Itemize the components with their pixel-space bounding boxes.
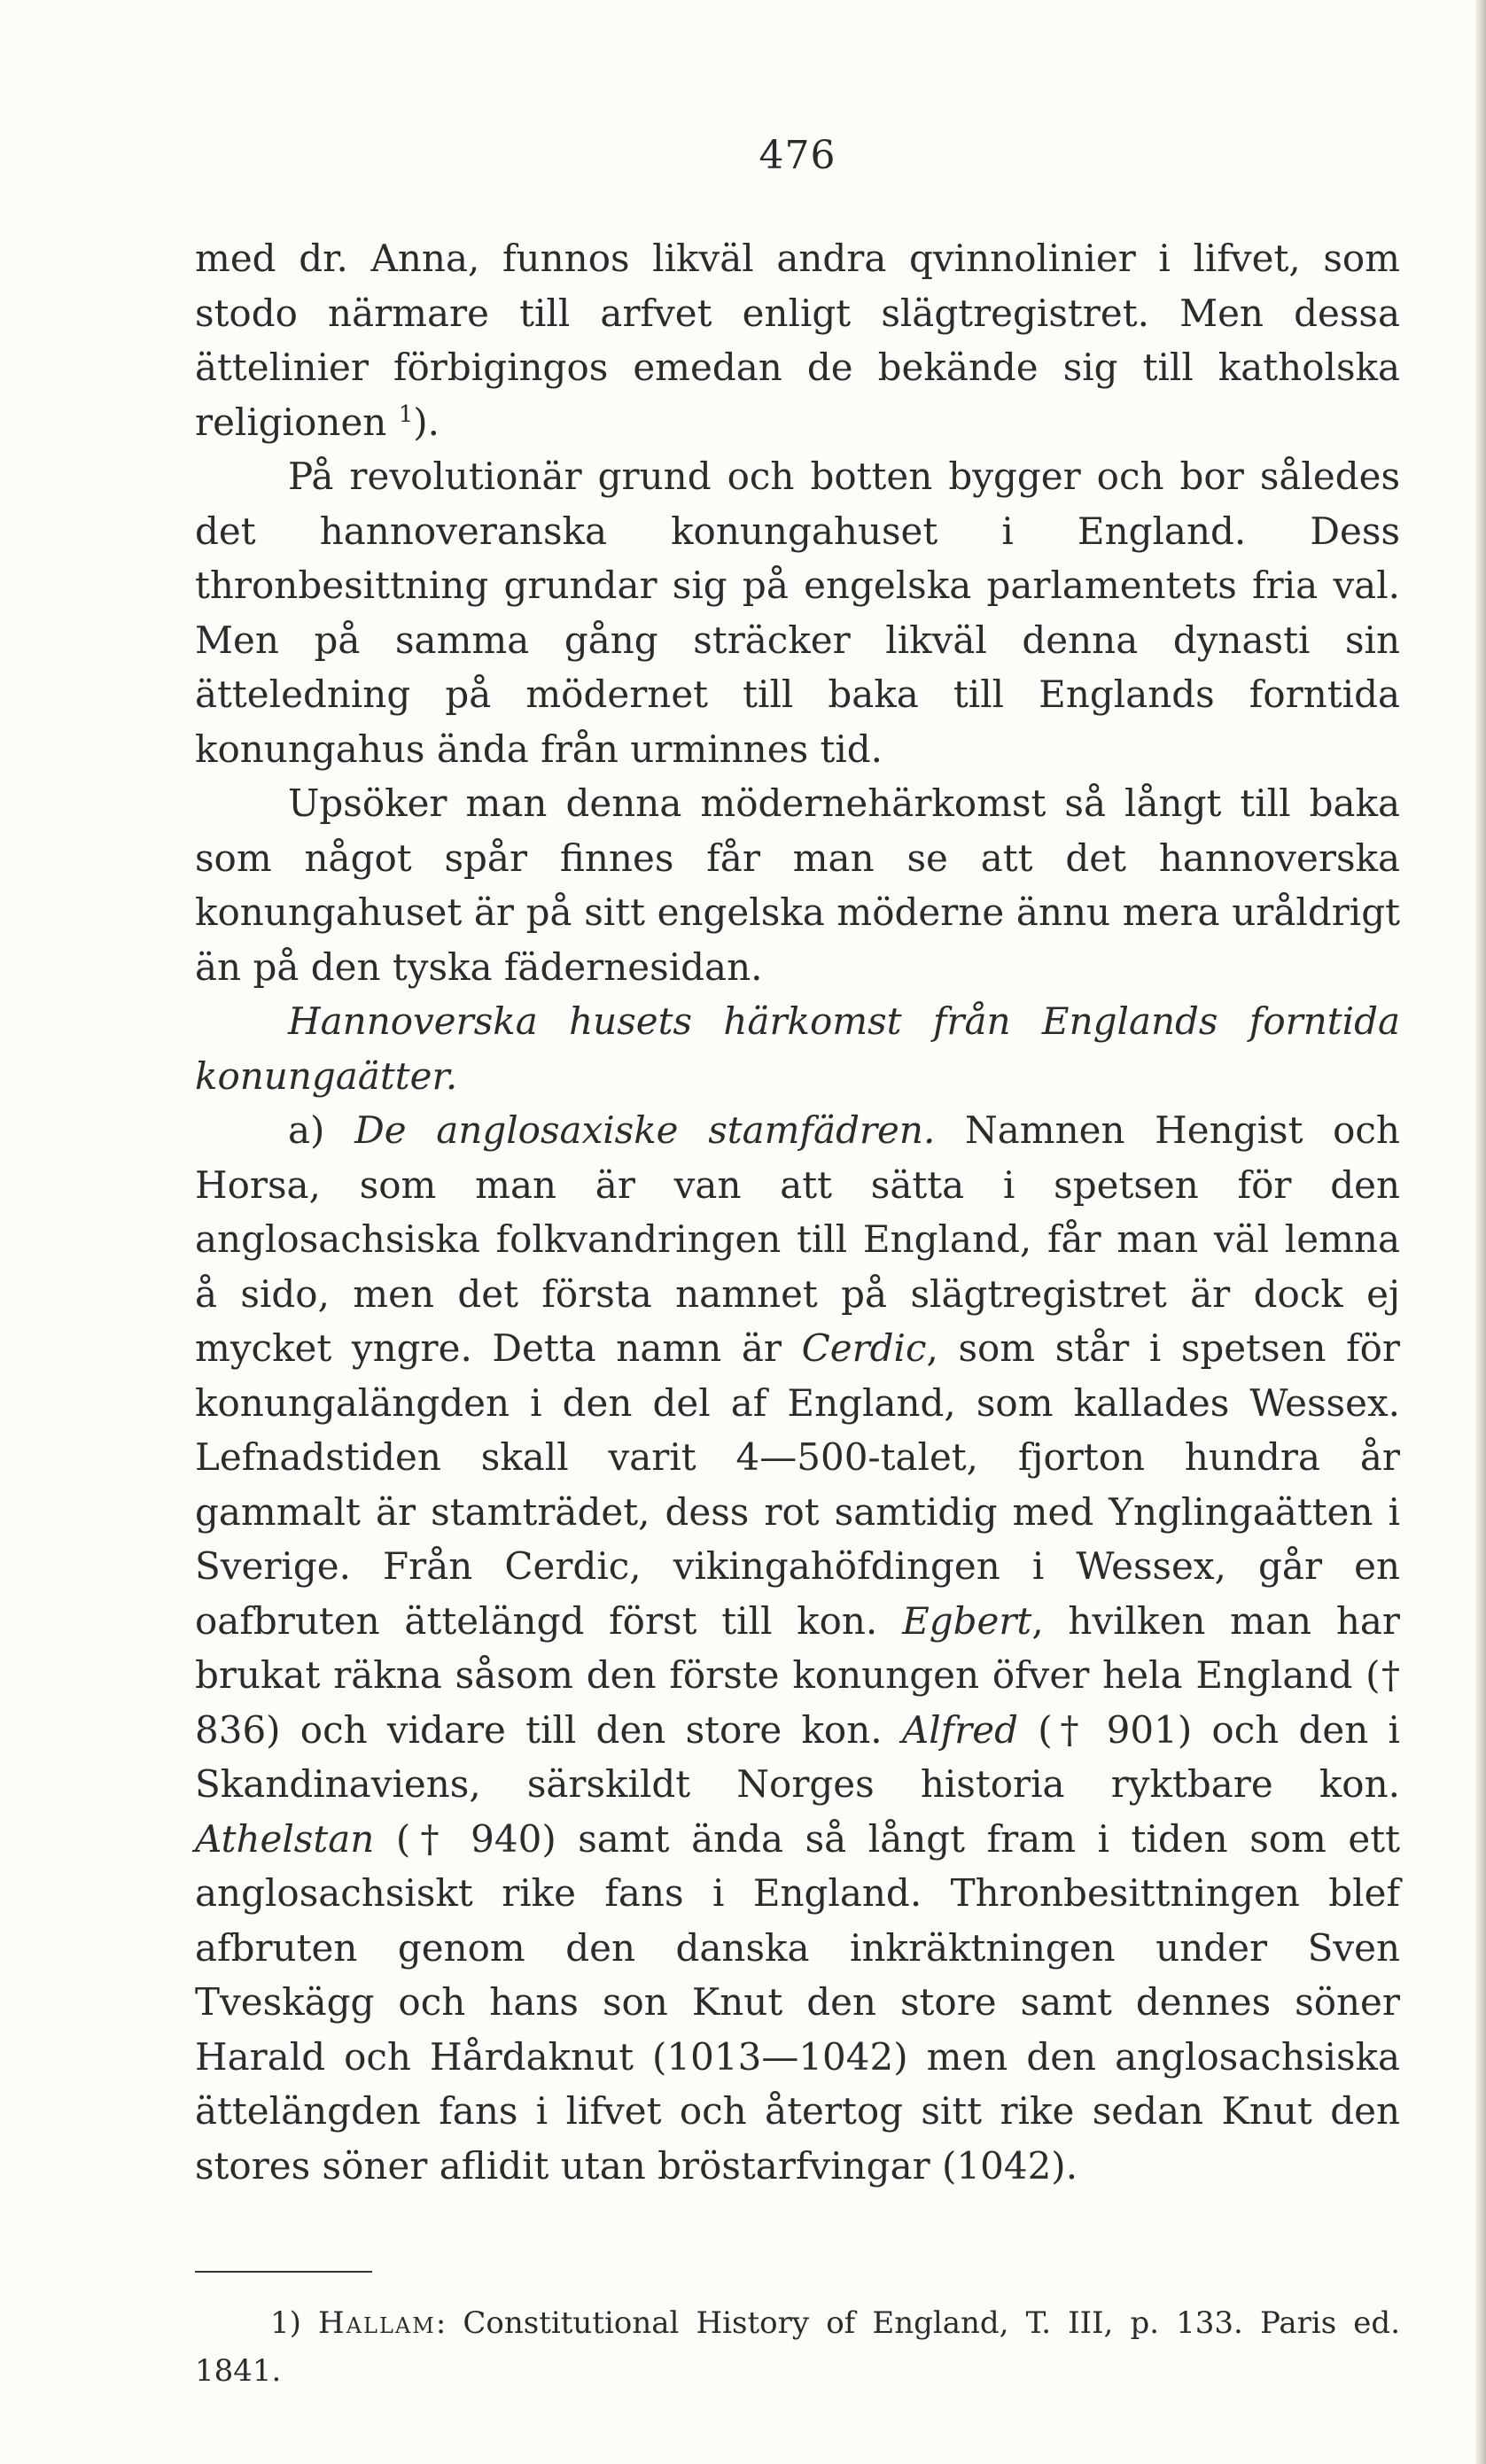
name-alfred: Alfred xyxy=(901,1707,1018,1752)
subsection-label: a) xyxy=(288,1108,325,1152)
body-text xyxy=(195,231,1400,2193)
paragraph-2: På revolutionär grund och botten bygger och bor således det hannoveranska konungahuset i England. Dess thronbesittning grundar sig på engelska parlamentets fria val. Men på samma gång sträcker likväl denna dynasti sin ätteledning på mödernet till baka till Englands forntida konungahus ända från urminnes tid. xyxy=(195,455,1400,771)
paragraph-5-text-5: († 940) samt ända så långt fram i tiden som ett anglosachsiskt rike fans i England. Thronbesittningen blef afbruten genom den danska inkräktningen under Sven Tveskägg och hans son Knut den store samt dennes söner Harald och Hårdaknut (1013—1042) men den anglosachsiska ättelängden fans i lifvet och återtog sitt rike sedan Knut den stores söner aflidit utan bröstarfvingar (1042). xyxy=(195,1816,1401,2188)
paragraph-1-text: med dr. Anna, funnos likväl andra qvinnolinier i lifvet, som stodo närmare till arfvet enligt slägtregistret. Men dessa ättelinier förbigingos emedan de bekände sig till katholska religionen xyxy=(195,237,1400,444)
paragraph-5-text-3: , hvilken man har brukat räkna såsom den förste konungen öfver hela England († 836) och vidare till den store kon. xyxy=(195,1598,1401,1752)
footnote-marker: 1) xyxy=(270,2305,301,2341)
footnote-author: Hallam xyxy=(318,2305,436,2341)
page-edge xyxy=(1475,0,1486,2464)
paragraph-5-text-2: , som står i spetsen för konungalängden i den del af England, som kallades Wessex. Lefnadstiden skall varit 4—500-talet, fjorton hundra år gammalt är stamträdet, dess rot samtidig med Ynglingaätten i Sverige. Från Cerdic, vikingahöfdingen i Wessex, går en oafbruten ättelängd först till kon. xyxy=(195,1326,1400,1643)
footnote-citation: : Constitutional History of England, T. III, p. 133. Paris ed. 1841. xyxy=(195,2305,1400,2389)
name-athelstan: Athelstan xyxy=(195,1816,375,1861)
page-number: 476 xyxy=(759,133,836,178)
paragraph-1 xyxy=(195,231,1400,449)
paragraph-1-tail: ). xyxy=(413,400,440,444)
name-cerdic: Cerdic xyxy=(801,1326,927,1370)
footnote-text xyxy=(195,2299,1400,2395)
book-page xyxy=(195,133,1400,2395)
name-egbert: Egbert xyxy=(902,1598,1032,1643)
paragraph-5-text-4: († 901) och den i Skandinaviens, särskildt Norges historia ryktbare kon. xyxy=(195,1707,1400,1806)
section-heading: Hannoverska husets härkomst från Englands forntida konungaätter. xyxy=(195,999,1400,1098)
paragraph-3: Upsöker man denna mödernehärkomst så långt till baka som något spår finnes får man se att det hannoverska konungahuset är på sitt engelska möderne ännu mera uråldrigt än på den tyska fädernesidan. xyxy=(195,781,1400,989)
paragraph-5 xyxy=(195,1103,1400,2193)
footnote xyxy=(195,2299,1400,2395)
footnote-divider xyxy=(195,2271,372,2273)
paragraph-5-text-1: Namnen Hengist och Horsa, som man är van att sätta i spetsen för den anglosachsiska folkvandringen till England, får man väl lemna å sido, men det första namnet på slägtregistret är dock ej mycket yngre. Detta namn är xyxy=(195,1108,1400,1370)
footnote-reference: 1 xyxy=(398,400,414,428)
subsection-heading: De anglosaxiske stamfädren. xyxy=(354,1108,936,1152)
